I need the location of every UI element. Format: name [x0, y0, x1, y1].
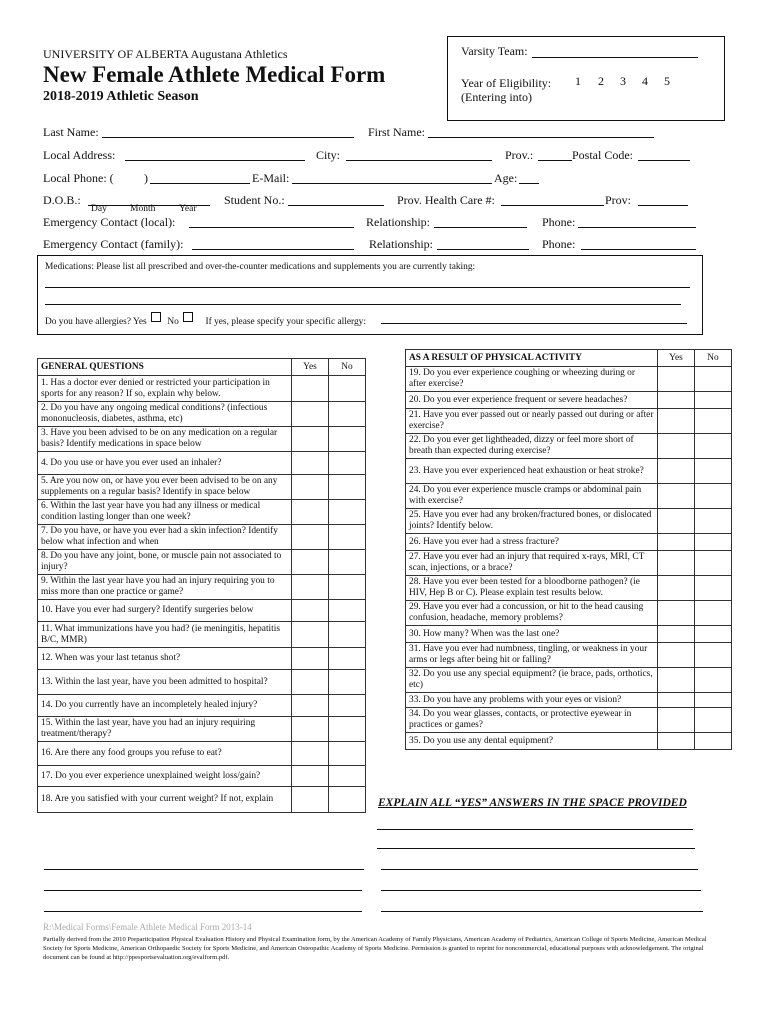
activity-question-8: 26. Have you ever had a stress fracture?: [406, 534, 658, 551]
general-question-4: 4. Do you use or have you ever used an inhaler?: [38, 452, 292, 475]
activity-question-3: 21. Have you ever passed out or nearly passed out during or after exercise?: [406, 409, 658, 434]
general-row: [38, 600, 366, 622]
general-yes-cell-18[interactable]: [292, 787, 329, 813]
general-row: [38, 402, 366, 427]
activity-yes-cell-3[interactable]: [658, 409, 695, 434]
activity-question-5: 23. Have you ever experienced heat exhaustion or heat stroke?: [406, 459, 658, 484]
activity-yes-cell-17[interactable]: [658, 733, 695, 750]
general-no-cell-2[interactable]: [329, 402, 366, 427]
general-no-cell-16[interactable]: [329, 742, 366, 766]
eligibility-year-1[interactable]: 1: [575, 74, 581, 88]
general-question-10: 10. Have you ever had surgery? Identify surgeries below: [38, 600, 292, 622]
activity-row: [406, 392, 732, 409]
season-label: 2018-2019 Athletic Season: [43, 89, 199, 104]
year-eligibility-label: Year of Eligibility:: [461, 76, 552, 90]
general-no-cell-1[interactable]: [329, 376, 366, 402]
general-question-2: 2. Do you have any ongoing medical conditions? (infectious mononucleosis, diabetes, asthma, etc): [38, 402, 292, 427]
activity-question-4: 22. Do you ever get lightheaded, dizzy or feel more short of breath than expected during exercise?: [406, 434, 658, 459]
city-label: City:: [316, 148, 341, 162]
activity-yes-cell-2[interactable]: [658, 392, 695, 409]
dob-day-label: Day: [91, 204, 107, 214]
general-yes-cell-3[interactable]: [292, 427, 329, 452]
activity-row: [406, 534, 732, 551]
activity-question-14: 32. Do you use any special equipment? (ie brace, pads, orthotics, etc): [406, 668, 658, 693]
general-questions-table: [37, 358, 366, 813]
activity-yes-cell-12[interactable]: [658, 626, 695, 643]
activity-no-cell-15[interactable]: [695, 693, 732, 708]
phone-local-field[interactable]: [578, 227, 696, 228]
general-no-cell-13[interactable]: [329, 670, 366, 695]
general-question-3: 3. Have you been advised to be on any medication on a regular basis? Identify medications in space below: [38, 427, 292, 452]
general-question-17: 17. Do you ever experience unexplained weight loss/gain?: [38, 766, 292, 787]
relationship-family-label: Relationship:: [369, 237, 433, 251]
general-no-cell-8[interactable]: [329, 550, 366, 575]
general-no-cell-15[interactable]: [329, 717, 366, 742]
explain-line-7[interactable]: [44, 911, 362, 912]
activity-question-13: 31. Have you ever had numbness, tingling, or weakness in your arms or legs after being hit or falling?: [406, 643, 658, 668]
activity-no-cell-16[interactable]: [695, 708, 732, 733]
general-question-12: 12. When was your last tetanus shot?: [38, 648, 292, 670]
last-name-field[interactable]: [102, 137, 354, 138]
explain-line-8[interactable]: [381, 911, 703, 912]
activity-question-11: 29. Have you ever had a concussion, or hit to the head causing confusion, headache, memory problems?: [406, 601, 658, 626]
local-address-label: Local Address:: [43, 148, 116, 162]
allergies-yes-checkbox[interactable]: [151, 312, 161, 322]
activity-row: [406, 601, 732, 626]
prov2-label: Prov:: [605, 193, 632, 207]
explain-heading: EXPLAIN ALL “YES” ANSWERS IN THE SPACE PROVIDED: [378, 797, 687, 809]
allergies-question: Do you have allergies? Yes: [45, 317, 147, 327]
general-question-18: 18. Are you satisfied with your current weight? If not, explain: [38, 787, 292, 813]
allergies-no-checkbox[interactable]: [183, 312, 193, 322]
general-row: [38, 766, 366, 787]
activity-questions-header: AS A RESULT OF PHYSICAL ACTIVITY: [406, 350, 658, 367]
relationship-local-field[interactable]: [434, 227, 527, 228]
activity-no-cell-3[interactable]: [695, 409, 732, 434]
general-row: [38, 475, 366, 500]
general-row: [38, 427, 366, 452]
activity-row: [406, 733, 732, 750]
activity-yes-cell-13[interactable]: [658, 643, 695, 668]
general-no-cell-3[interactable]: [329, 427, 366, 452]
general-question-1: 1. Has a doctor ever denied or restricted your participation in sports for any reason? If so, explain why below.: [38, 376, 292, 402]
activity-row: [406, 708, 732, 733]
activity-yes-cell-6[interactable]: [658, 484, 695, 509]
activity-no-cell-17[interactable]: [695, 733, 732, 750]
phone-close-paren: ): [144, 171, 148, 185]
relationship-local-label: Relationship:: [366, 215, 430, 229]
emergency-family-label: Emergency Contact (family):: [43, 237, 184, 251]
activity-no-cell-2[interactable]: [695, 392, 732, 409]
age-field[interactable]: [519, 183, 539, 184]
general-no-cell-18[interactable]: [329, 787, 366, 813]
activity-no-header: No: [695, 350, 732, 367]
local-address-field[interactable]: [125, 160, 305, 161]
general-yes-cell-9[interactable]: [292, 575, 329, 600]
activity-row: [406, 484, 732, 509]
emergency-local-field[interactable]: [189, 227, 354, 228]
emergency-family-field[interactable]: [192, 249, 354, 250]
emergency-local-label: Emergency Contact (local):: [43, 215, 176, 229]
general-yes-cell-4[interactable]: [292, 452, 329, 475]
city-field[interactable]: [346, 160, 492, 161]
university-label: UNIVERSITY OF ALBERTA Augustana Athletics: [43, 47, 288, 61]
allergies-label: [45, 312, 366, 327]
general-yes-cell-12[interactable]: [292, 648, 329, 670]
explain-line-6[interactable]: [381, 890, 701, 891]
activity-row: [406, 434, 732, 459]
first-name-label: First Name:: [368, 125, 425, 139]
general-question-14: 14. Do you currently have an incompletely healed injury?: [38, 695, 292, 717]
general-questions-header: GENERAL QUESTIONS: [38, 359, 292, 376]
general-no-cell-11[interactable]: [329, 622, 366, 648]
phone-family-field[interactable]: [581, 249, 696, 250]
local-phone-field[interactable]: [150, 183, 250, 184]
activity-question-9: 27. Have you ever had an injury that required x-rays, MRI, CT scan, injections, or a brace?: [406, 551, 658, 576]
general-yes-cell-14[interactable]: [292, 695, 329, 717]
student-no-field[interactable]: [288, 205, 384, 206]
general-yes-cell-5[interactable]: [292, 475, 329, 500]
email-label: E-Mail:: [252, 171, 290, 185]
general-yes-cell-13[interactable]: [292, 670, 329, 695]
medications-line-1[interactable]: [45, 287, 690, 288]
varsity-team-field[interactable]: [532, 57, 698, 58]
activity-question-10: 28. Have you ever been tested for a bloodborne pathogen? (ie HIV, Hep B or C). Please explain test results below.: [406, 576, 658, 601]
general-row: [38, 452, 366, 475]
allergies-specify-label: If yes, please specify your specific allergy:: [205, 317, 366, 327]
dob-label: D.O.B.:: [43, 193, 81, 207]
general-row: [38, 648, 366, 670]
activity-no-cell-8[interactable]: [695, 534, 732, 551]
health-care-label: Prov. Health Care #:: [397, 193, 495, 207]
general-row: [38, 787, 366, 813]
allergies-no-label: No: [167, 317, 179, 327]
general-row: [38, 670, 366, 695]
activity-row: [406, 409, 732, 434]
general-yes-cell-11[interactable]: [292, 622, 329, 648]
activity-row: [406, 668, 732, 693]
footer-credit: Partially derived from the 2010 Preparticipation Physical Evaluation History and Physical Examination form, by the American Academy of Family Physicians, American Academy of Pediatrics, American College of Sports Medicine, American Medical Society for Sports Medicine, American Orthopaedic Society for Sports Medicine, and American Osteopathic Academy of Sports Medicine. Permission is granted to reprint for noncommercial, educational purposes with acknowledgement. The original document can be found at http://ppesportsevaluation.org/evalform.pdf.: [43, 936, 707, 961]
activity-yes-cell-15[interactable]: [658, 693, 695, 708]
explain-line-1[interactable]: [377, 829, 693, 830]
email-field[interactable]: [292, 183, 492, 184]
activity-question-15: 33. Do you have any problems with your eyes or vision?: [406, 693, 658, 708]
activity-question-7: 25. Have you ever had any broken/fractured bones, or dislocated joints? Identify below.: [406, 509, 658, 534]
eligibility-year-2[interactable]: 2: [598, 74, 604, 88]
general-row: [38, 525, 366, 550]
activity-row: [406, 367, 732, 392]
activity-yes-cell-14[interactable]: [658, 668, 695, 693]
general-row: [38, 550, 366, 575]
general-no-cell-14[interactable]: [329, 695, 366, 717]
general-yes-cell-8[interactable]: [292, 550, 329, 575]
eligibility-year-3[interactable]: 3: [620, 74, 626, 88]
general-row: [38, 695, 366, 717]
activity-no-cell-11[interactable]: [695, 601, 732, 626]
general-yes-cell-2[interactable]: [292, 402, 329, 427]
general-question-6: 6. Within the last year have you had any illness or medical condition lasting longer than one week?: [38, 500, 292, 525]
activity-no-cell-10[interactable]: [695, 576, 732, 601]
general-no-cell-4[interactable]: [329, 452, 366, 475]
activity-questions-table: [405, 349, 732, 750]
general-yes-cell-6[interactable]: [292, 500, 329, 525]
general-no-cell-5[interactable]: [329, 475, 366, 500]
explain-line-5[interactable]: [44, 890, 362, 891]
activity-yes-cell-8[interactable]: [658, 534, 695, 551]
prov-label: Prov.:: [505, 148, 534, 162]
explain-line-4[interactable]: [381, 869, 698, 870]
activity-question-2: 20. Do you ever experience frequent or severe headaches?: [406, 392, 658, 409]
activity-no-cell-14[interactable]: [695, 668, 732, 693]
activity-question-16: 34. Do you wear glasses, contacts, or protective eyewear in practices or games?: [406, 708, 658, 733]
first-name-field[interactable]: [428, 137, 654, 138]
local-phone-label: Local Phone: (: [43, 171, 114, 185]
activity-no-cell-5[interactable]: [695, 459, 732, 484]
activity-question-1: 19. Do you ever experience coughing or wheezing during or after exercise?: [406, 367, 658, 392]
general-no-cell-12[interactable]: [329, 648, 366, 670]
activity-yes-cell-11[interactable]: [658, 601, 695, 626]
entering-label: (Entering into): [461, 90, 532, 104]
eligibility-year-4[interactable]: 4: [642, 74, 648, 88]
general-yes-cell-7[interactable]: [292, 525, 329, 550]
activity-yes-cell-1[interactable]: [658, 367, 695, 392]
activity-row: [406, 626, 732, 643]
general-question-5: 5. Are you now on, or have you ever been advised to be on any supplements on a regular basis? Identify in space below: [38, 475, 292, 500]
activity-yes-cell-7[interactable]: [658, 509, 695, 534]
postal-code-label: Postal Code:: [572, 148, 634, 162]
activity-row: [406, 693, 732, 708]
general-question-8: 8. Do you have any joint, bone, or muscle pain not associated to injury?: [38, 550, 292, 575]
activity-question-17: 35. Do you use any dental equipment?: [406, 733, 658, 750]
general-question-13: 13. Within the last year, have you been admitted to hospital?: [38, 670, 292, 695]
last-name-label: Last Name:: [43, 125, 99, 139]
activity-row: [406, 576, 732, 601]
general-yes-cell-1[interactable]: [292, 376, 329, 402]
general-question-15: 15. Within the last year, have you had an injury requiring treatment/therapy?: [38, 717, 292, 742]
activity-no-cell-12[interactable]: [695, 626, 732, 643]
general-no-cell-6[interactable]: [329, 500, 366, 525]
general-question-9: 9. Within the last year have you had an injury requiring you to miss more than one practice or game?: [38, 575, 292, 600]
activity-row: [406, 551, 732, 576]
dob-month-label: Month: [130, 204, 156, 214]
general-no-cell-7[interactable]: [329, 525, 366, 550]
general-question-7: 7. Do you have, or have you ever had a skin infection? Identify below what infection and when: [38, 525, 292, 550]
general-no-cell-9[interactable]: [329, 575, 366, 600]
general-no-cell-10[interactable]: [329, 600, 366, 622]
varsity-team-label: Varsity Team:: [461, 44, 528, 58]
general-row: [38, 742, 366, 766]
dob-year-label: Year: [179, 204, 197, 214]
activity-yes-cell-9[interactable]: [658, 551, 695, 576]
activity-no-cell-7[interactable]: [695, 509, 732, 534]
activity-no-cell-13[interactable]: [695, 643, 732, 668]
postal-code-field[interactable]: [638, 160, 690, 161]
general-no-cell-17[interactable]: [329, 766, 366, 787]
general-row: [38, 500, 366, 525]
activity-question-12: 30. How many? When was the last one?: [406, 626, 658, 643]
general-question-16: 16. Are there any food groups you refuse to eat?: [38, 742, 292, 766]
medications-prompt: Medications: Please list all prescribed and over-the-counter medications and supplements you are currently taking:: [45, 262, 476, 272]
activity-row: [406, 459, 732, 484]
activity-yes-header: Yes: [658, 350, 695, 367]
activity-no-cell-1[interactable]: [695, 367, 732, 392]
form-title: New Female Athlete Medical Form: [43, 62, 386, 87]
activity-question-6: 24. Do you ever experience muscle cramps or abdominal pain with exercise?: [406, 484, 658, 509]
general-yes-cell-15[interactable]: [292, 717, 329, 742]
general-no-header: No: [329, 359, 366, 376]
age-label: Age:: [494, 171, 518, 185]
explain-line-3[interactable]: [44, 869, 364, 870]
health-care-field[interactable]: [501, 205, 604, 206]
general-yes-cell-16[interactable]: [292, 742, 329, 766]
relationship-family-field[interactable]: [437, 249, 529, 250]
activity-no-cell-6[interactable]: [695, 484, 732, 509]
eligibility-year-5[interactable]: 5: [664, 74, 670, 88]
activity-row: [406, 509, 732, 534]
general-yes-cell-17[interactable]: [292, 766, 329, 787]
explain-line-2[interactable]: [377, 848, 695, 849]
footer-path: R:\Medical Forms\Female Athlete Medical Form 2013-14: [43, 922, 252, 932]
activity-no-cell-4[interactable]: [695, 434, 732, 459]
general-question-11: 11. What immunizations have you had? (ie meningitis, hepatitis B/C, MMR): [38, 622, 292, 648]
phone-local-label: Phone:: [542, 215, 576, 229]
activity-yes-cell-10[interactable]: [658, 576, 695, 601]
allergies-specify-field[interactable]: [381, 323, 687, 324]
general-row: [38, 622, 366, 648]
activity-yes-cell-5[interactable]: [658, 459, 695, 484]
activity-yes-cell-16[interactable]: [658, 708, 695, 733]
student-no-label: Student No.:: [224, 193, 285, 207]
general-row: [38, 376, 366, 402]
medications-line-2[interactable]: [45, 304, 681, 305]
general-row: [38, 575, 366, 600]
general-yes-cell-10[interactable]: [292, 600, 329, 622]
activity-row: [406, 643, 732, 668]
general-yes-header: Yes: [292, 359, 329, 376]
prov2-field[interactable]: [638, 205, 688, 206]
general-row: [38, 717, 366, 742]
activity-no-cell-9[interactable]: [695, 551, 732, 576]
prov-field[interactable]: [538, 160, 572, 161]
activity-yes-cell-4[interactable]: [658, 434, 695, 459]
phone-family-label: Phone:: [542, 237, 576, 251]
